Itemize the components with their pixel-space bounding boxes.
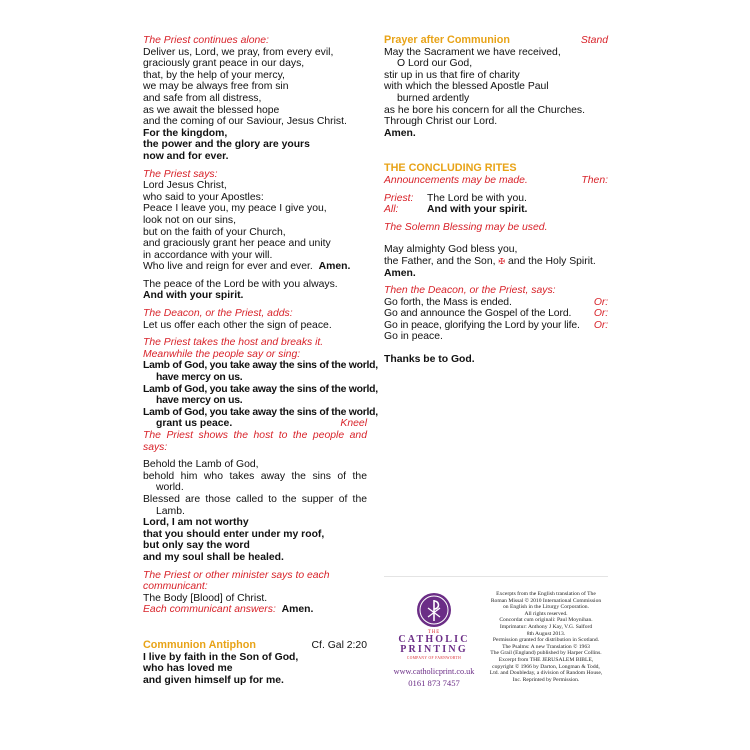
response-not-worthy: Lord, I am not worthy that you should enter under my roof, but only say the word and my soul shall be healed. <box>143 517 325 563</box>
embolism-prayer: Deliver us, Lord, we pray, from every evil, graciously grant peace in our days, that, by the help of your mercy, we may be always free from sin and safe from all distress, as we await the blessed hope and the coming of our Saviour, Jesus Christ. <box>143 46 347 128</box>
publisher-footer <box>384 576 608 697</box>
section-heading-antiphon: Communion Antiphon <box>143 638 256 651</box>
prayer-after-communion: May the Sacrament we have received, O Lord our God, stir up in us that fire of charity with which the blessed Apostle Paul burned ardently as he bore his concern for all the Churches. Through Christ our Lord. Amen. <box>384 46 585 139</box>
rubric: Then the Deacon, or the Priest, says: <box>384 285 556 297</box>
website-link[interactable]: www.catholicprint.co.uk <box>393 667 475 676</box>
posture-kneel: Kneel <box>340 418 367 430</box>
rubric: The Priest shows the host to the people and says: <box>143 430 367 453</box>
rubric: Meanwhile the people say or sing: <box>143 348 301 360</box>
copyright-notice: Excerpts from the English translation of The Roman Missal © 2010 International Commission on English in the Liturgy Corporation. All rights reserved. Concordat cum originali: Paul Moynihan. Imprimatur: Anthony J Kay, V.G. Salford 8th August 2013. Permission granted for distribution in Scotland. The Psalms: A new Translation © 1963 The Grail (England) published by Harper Collins. Excerpt from THE JERUSALEM BIBLE, copyright © 1966 by Darton, Longman & Todd, Ltd. and Doubleday, a division of Random House, Inc. Reprinted by Permission. <box>489 591 603 683</box>
rubric: The Deacon, or the Priest, adds: <box>143 308 293 320</box>
rubric: The Priest says: <box>143 168 218 180</box>
rubric: The Solemn Blessing may be used. <box>384 221 548 233</box>
scripture-reference: Cf. Gal 2:20 <box>311 639 367 651</box>
rubric: Each communicant answers: <box>143 604 276 616</box>
posture-stand: Stand <box>580 35 608 46</box>
rubric: The Priest continues alone: <box>143 35 269 46</box>
publisher-logo: THE CATHOLIC PRINTING COMPANY OF FARNWORTH www.catholicprint.co.uk 0161 873 7457 <box>384 587 484 688</box>
phone-number: 0161 873 7457 <box>408 678 460 688</box>
cross-icon: ✠ <box>498 256 506 266</box>
left-column: The Priest continues alone: Deliver us, Lord, we pray, from every evil, graciously grant peace in our days, that, by the help of your mercy, we may be always free from sin and safe from all distress, as we await the blessed hope and the coming of our Saviour, Jesus Christ. For the kingdom, the power and the glory are yours now and for ever. The Priest says: Lord Jesus Christ, who said to your Apostles: Peace I leave you, my peace I give you, look not on our sins, but on the faith of your Church, and graciously grant her peace and unity in accordance with your will. Who live and reign for ever and ever. Amen. The peace of the Lord be with you always. And with your spirit. The Deacon, or the Priest, adds: Let us offer each other the sign of peace. The Priest takes the host and breaks it. Meanwhile the people say or sing: Lamb of God, you take away the sins of the world, have mercy on us. Lamb of God, you take away the sins of the world, have mercy on us. Lamb of God, you take away the sins of the world, grant us peace. Kneel The Priest shows the host to the people and says: Behold the Lamb of God, behold him who takes away the sins of the world. Blessed are those called to the supper of the Lamb. Lord, I am not worthy that you should enter under my roof, but only say the word and my soul shall be healed. The Priest or other minister says to each communicant: The Body [Blood] of Christ. Each communicant answers: Amen. Communion Antiphon Cf. Gal 2:20 I live by faith in the Son of God, who has loved me and given himself up for me. <box>143 35 378 686</box>
rubric: Announcements may be made. <box>384 174 528 186</box>
rubric: The Priest takes the host and breaks it. <box>143 337 324 349</box>
peace-prayer: Lord Jesus Christ, who said to your Apostles: Peace I leave you, my peace I give you, look not on our sins, but on the faith of your Church, and graciously grant her peace and unity in accordance with your will. Who live and reign for ever and ever. Amen. <box>143 180 351 273</box>
chi-rho-icon <box>417 593 451 627</box>
doxology: For the kingdom, the power and the glory are yours now and for ever. <box>143 127 310 162</box>
rubric: The Priest or other minister says to each <box>143 569 330 581</box>
section-heading-concluding-rites: THE CONCLUDING RITES <box>384 162 517 175</box>
rubric: communicant: <box>143 581 208 593</box>
section-heading-prayer-after-communion: Prayer after Communion <box>384 34 510 46</box>
communion-antiphon: I live by faith in the Son of God, who has loved me and given himself up for me. <box>143 651 299 686</box>
agnus-dei: Lamb of God, you take away the sins of the world, have mercy on us. Lamb of God, you take away the sins of the world, have mercy on us. Lamb of God, you take away the sins of the world, grant us peace. Kneel <box>143 360 378 430</box>
right-column: Prayer after Communion Stand May the Sacrament we have received, O Lord our God, stir up in us that fire of charity with which the blessed Apostle Paul burned ardently as he bore his concern for all the Churches. Through Christ our Lord. Amen. THE CONCLUDING RITES Announcements may be made. Then: Priest: The Lord be with you. All: And with your spirit. The Solemn Blessing may be used. May almighty God bless you, the Father, and the Son, ✠ and the Holy Spirit. Amen. Then the Deacon, or the Priest, says: Go forth, the Mass is ended. Or: Go and announce the Gospel of the Lord. Or: Go in peace, glorifying the Lord by your life. Or: Go in peace. Thanks be to God. <box>384 34 608 366</box>
